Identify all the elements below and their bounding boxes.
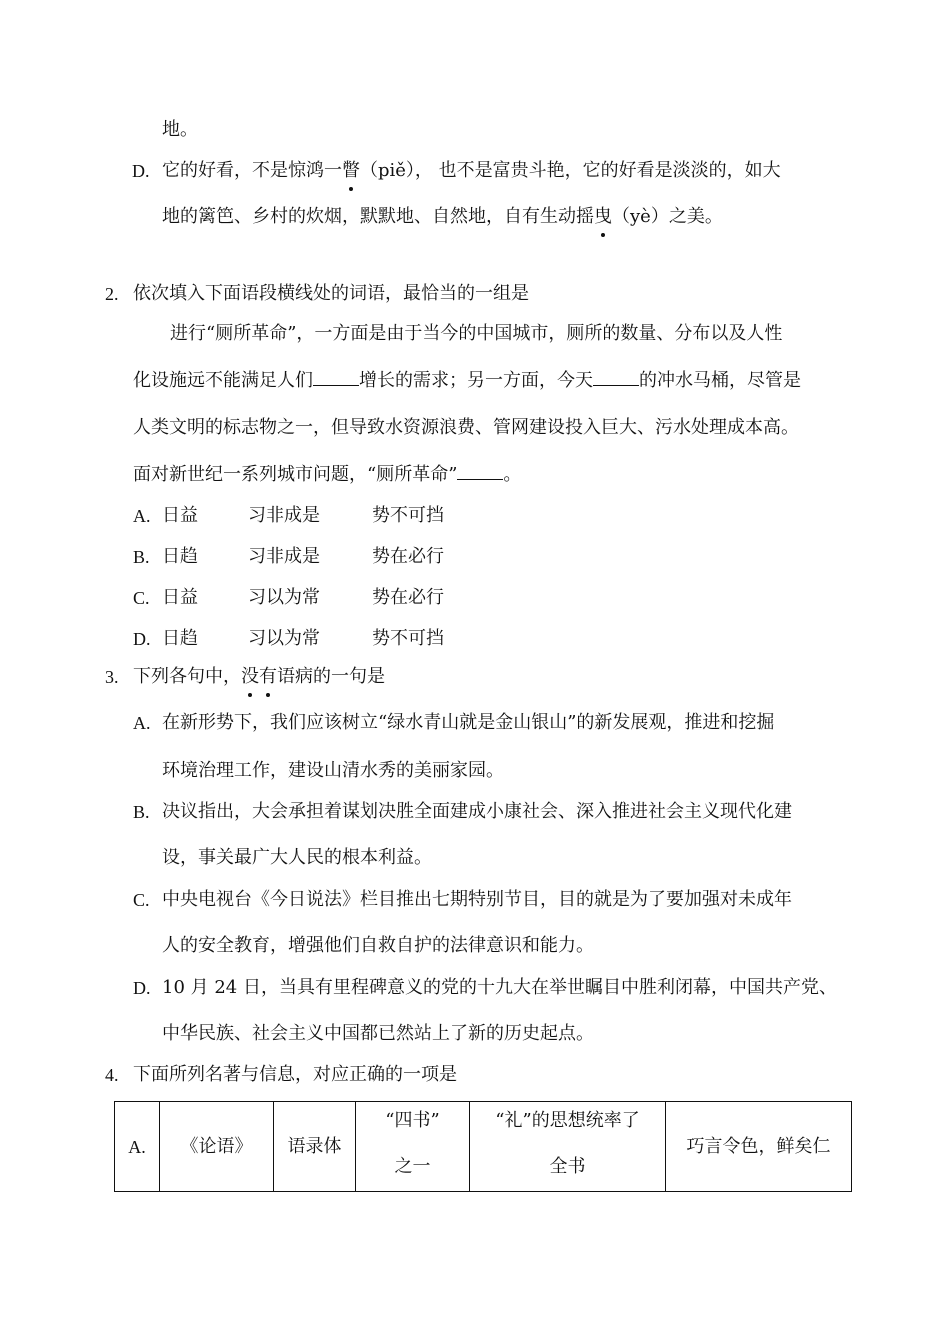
q2-option-a-w1: 日益 — [162, 505, 198, 526]
q2-option-c-w3: 势在必行 — [372, 587, 444, 608]
q3-option-c-line2: 人的安全教育，增强他们自救自护的法律意识和能力。 — [162, 935, 594, 956]
passage-text: 面对新世纪一系列城市问题，“厕所革命” — [133, 464, 458, 485]
q2-option-b-w3: 势在必行 — [372, 546, 444, 567]
q2-option-a-w2: 习非成是 — [248, 505, 320, 526]
fill-blank-2 — [593, 369, 639, 386]
q2-option-a-w3: 势不可挡 — [372, 505, 444, 526]
q3-option-b-line1: 决议指出，大会承担着谋划决胜全面建成小康社会、深入推进社会主义现代化建 — [162, 801, 792, 822]
passage-text: 。 — [503, 464, 522, 485]
q4-info-table — [114, 1101, 852, 1192]
fill-blank-1 — [313, 369, 359, 386]
q2-option-b-label: B. — [133, 547, 150, 567]
stem-text: 语病的一句是 — [277, 666, 385, 687]
q2-passage-line1: 进行“厕所革命”，一方面是由于当今的中国城市，厕所的数量、分布以及人性 — [170, 323, 783, 344]
passage-text: 化设施远不能满足人们 — [133, 370, 313, 391]
cell-line: “礼”的思想统率了 — [495, 1109, 640, 1131]
q3-option-c-label: C. — [133, 890, 150, 910]
q2-option-c-w1: 日益 — [162, 587, 198, 608]
passage-text: 的冲水马桶，尽管是 — [639, 370, 801, 391]
q2-option-d-w1: 日趋 — [162, 628, 198, 649]
cell-line: 之一 — [394, 1155, 431, 1177]
q2-passage-line2 — [133, 369, 801, 393]
q3-option-c-line1: 中央电视台《今日说法》栏目推出七期特别节目，目的就是为了要加强对未成年 — [162, 889, 792, 910]
emphasis-dot-char: 瞥 — [342, 160, 360, 181]
q2-passage-line4 — [133, 463, 521, 487]
passage-text: 增长的需求；另一方面，今天 — [359, 370, 593, 391]
table-cell-label: A. — [115, 1102, 160, 1192]
table-cell-idea — [470, 1102, 666, 1192]
q1-d-text: （yè）之美。 — [612, 206, 723, 227]
fill-blank-3 — [457, 463, 503, 480]
cell-line: “四书” — [385, 1109, 440, 1131]
q3-option-b-label: B. — [133, 802, 150, 822]
table-cell-set — [356, 1102, 470, 1192]
q2-option-c-label: C. — [133, 588, 150, 608]
q2-passage-line3: 人类文明的标志物之一，但导致水资源浪费、管网建设投入巨大、污水处理成本高。 — [133, 417, 799, 438]
q3-number: 3. — [105, 667, 119, 687]
emphasis-dot-char: 曳 — [594, 206, 612, 227]
q1-option-d-line2 — [162, 205, 723, 229]
q2-option-d-w2: 习以为常 — [248, 628, 320, 649]
q3-option-a-label: A. — [133, 713, 151, 733]
table-row — [115, 1102, 852, 1192]
q2-option-a-label: A. — [133, 506, 151, 526]
table-cell-quote: 巧言令色，鲜矣仁 — [666, 1102, 852, 1192]
q2-number: 2. — [105, 284, 119, 304]
q3-option-d-line2: 中华民族、社会主义中国都已然站上了新的历史起点。 — [162, 1023, 594, 1044]
q1-option-d-label: D. — [132, 161, 150, 181]
q3-option-d-label: D. — [133, 978, 151, 998]
table-cell-work: 《论语》 — [160, 1102, 274, 1192]
emphasis-dot-char: 没 — [241, 666, 259, 687]
q3-option-a-line1: 在新形势下，我们应该树立“绿水青山就是金山银山”的新发展观，推进和挖掘 — [162, 712, 775, 733]
q2-option-d-label: D. — [133, 629, 151, 649]
q2-option-b-w1: 日趋 — [162, 546, 198, 567]
q4-stem: 下面所列名著与信息，对应正确的一项是 — [133, 1064, 457, 1085]
q1-option-d-line1 — [162, 159, 781, 183]
q3-option-d-line1: 10 月 24 日，当具有里程碑意义的党的十九大在举世瞩目中胜利闭幕，中国共产党、 — [162, 977, 837, 998]
q1-d-text: 地的篱笆、乡村的炊烟，默默地、自然地，自有生动摇 — [162, 206, 594, 227]
cell-line: 全书 — [549, 1155, 586, 1177]
q2-stem: 依次填入下面语段横线处的词语，最恰当的一组是 — [133, 283, 529, 304]
q1-d-text: 它的好看，不是惊鸿一 — [162, 160, 342, 181]
q1-option-c-tail: 地。 — [162, 119, 198, 140]
q1-d-text: （piě）， 也不是富贵斗艳，它的好看是淡淡的，如大 — [360, 160, 781, 181]
q2-option-d-w3: 势不可挡 — [372, 628, 444, 649]
q3-option-b-line2: 设，事关最广大人民的根本利益。 — [162, 847, 432, 868]
emphasis-dot-char: 有 — [259, 666, 277, 687]
stem-text: 下列各句中， — [133, 666, 241, 687]
q3-option-a-line2: 环境治理工作，建设山清水秀的美丽家园。 — [162, 760, 504, 781]
q4-number: 4. — [105, 1065, 119, 1085]
q2-option-c-w2: 习以为常 — [248, 587, 320, 608]
q3-stem — [133, 665, 385, 689]
table-cell-genre: 语录体 — [274, 1102, 356, 1192]
q2-option-b-w2: 习非成是 — [248, 546, 320, 567]
